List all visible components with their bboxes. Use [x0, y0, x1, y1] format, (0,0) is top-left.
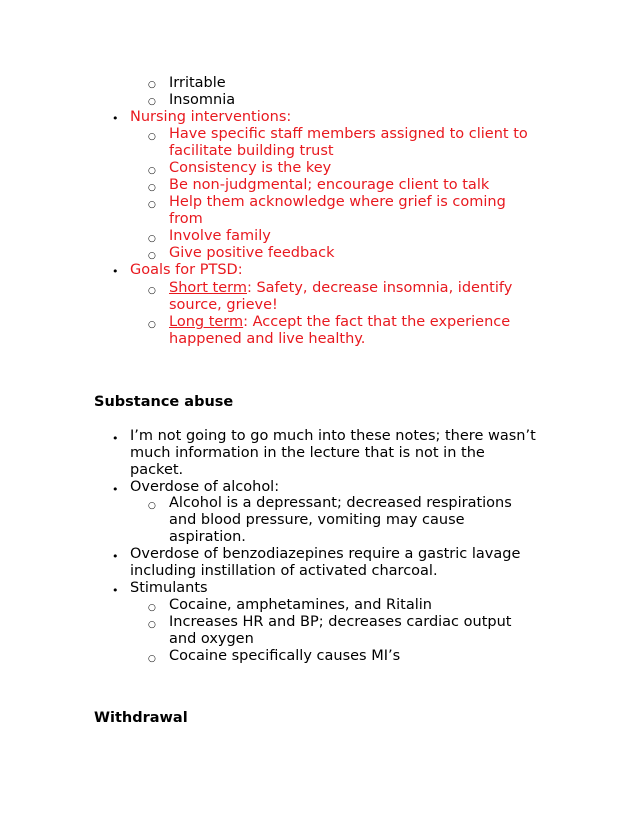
sub-bullet: ○ — [148, 654, 156, 664]
bullet: • — [112, 112, 119, 125]
goal-short — [169, 280, 524, 314]
list-item: Increases HR and BP; decreases cardiac output and oxygen — [169, 614, 512, 647]
nursing-item: Be non-judgmental; encourage client to talk — [169, 177, 490, 193]
sub-bullet: ○ — [148, 620, 156, 630]
goal-short-text: : Safety, decrease insomnia, identify source, grieve! — [169, 280, 513, 313]
nursing-title: Nursing interventions: — [130, 109, 292, 125]
goals-title: Goals for PTSD: — [130, 262, 243, 278]
sub-bullet: ○ — [148, 603, 156, 613]
goal-long-label: Long term — [169, 314, 244, 330]
list-item: Overdose of alcohol: — [130, 479, 280, 495]
nursing-item: Give positive feedback — [169, 245, 335, 261]
nursing-item: Consistency is the key — [169, 160, 332, 176]
sub-bullet: ○ — [148, 251, 156, 261]
list-item: Alcohol is a depressant; decreased respirations and blood pressure, vomiting may cause aspiration. — [169, 495, 512, 545]
goal-long-text: : Accept the fact that the experience happened and live healthy. — [169, 314, 511, 347]
sub-bullet: ○ — [148, 320, 156, 330]
sub-bullet: ○ — [148, 501, 156, 511]
sub-bullet: ○ — [148, 132, 156, 142]
sub-bullet: ○ — [148, 80, 156, 90]
nursing-item: Have specific staff members assigned to client to facilitate building trust — [169, 126, 528, 159]
sub-bullet: ○ — [148, 234, 156, 244]
list-item: Irritable — [169, 75, 226, 91]
sub-bullet: ○ — [148, 183, 156, 193]
bullet: • — [112, 265, 119, 278]
bullet: • — [112, 584, 119, 597]
bullet: • — [112, 550, 119, 563]
list-item: I’m not going to go much into these notes; there wasn’t much information in the lecture that is not in the packet. — [130, 428, 536, 478]
list-item: Cocaine, amphetamines, and Ritalin — [169, 597, 432, 613]
sub-bullet: ○ — [148, 97, 156, 107]
list-item: Overdose of benzodiazepines require a gastric lavage including instillation of activated charcoal. — [130, 546, 521, 579]
section-heading: Withdrawal — [94, 710, 188, 726]
goal-short-label: Short term — [169, 280, 247, 296]
list-item: Stimulants — [130, 580, 208, 596]
nursing-item: Involve family — [169, 228, 271, 244]
sub-bullet: ○ — [148, 286, 156, 296]
list-item: Cocaine specifically causes MI’s — [169, 648, 401, 664]
nursing-item: Help them acknowledge where grief is coming from — [169, 194, 506, 227]
goal-long — [169, 314, 524, 348]
list-item: Insomnia — [169, 92, 236, 108]
sub-bullet: ○ — [148, 200, 156, 210]
bullet: • — [112, 432, 119, 445]
section-heading: Substance abuse — [94, 394, 234, 410]
bullet: • — [112, 483, 119, 496]
sub-bullet: ○ — [148, 166, 156, 176]
